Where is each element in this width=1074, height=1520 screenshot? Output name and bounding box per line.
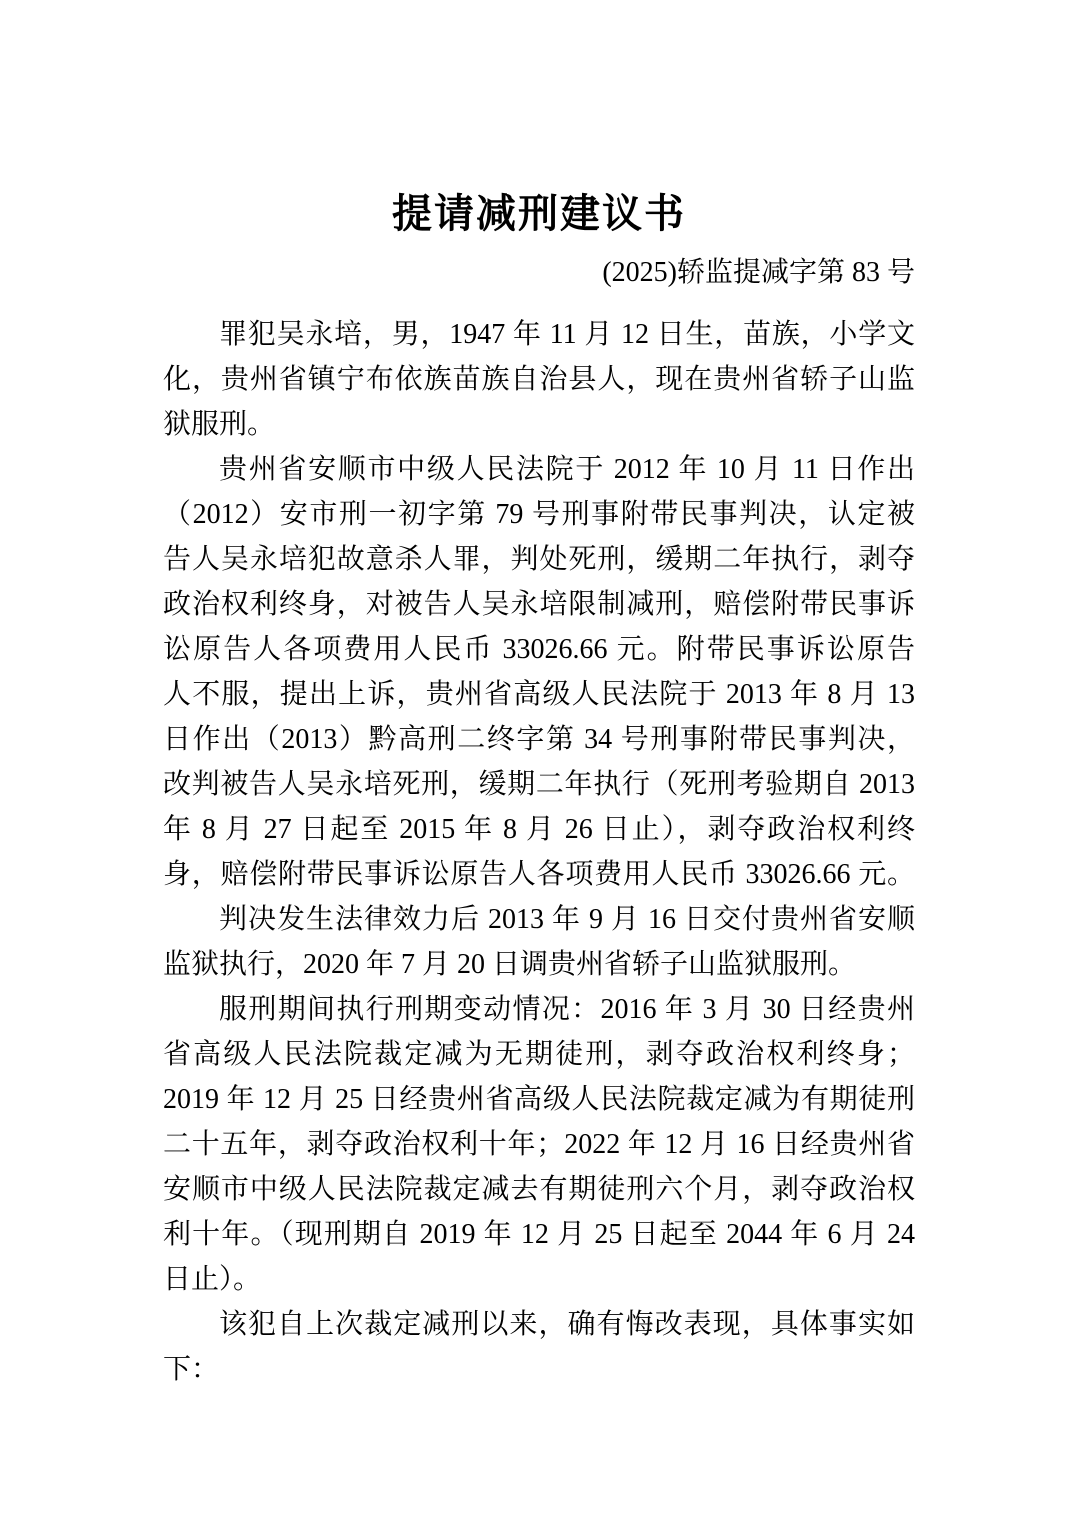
text-line: 罪犯吴永培，男，1947 年 11 月 12 日生，苗族，小学文 <box>219 319 915 350</box>
text-line: 2019 年 12 月 25 日经贵州省高级人民法院裁定减为有期徒刑 <box>163 1084 915 1115</box>
text-line: 身，赔偿附带民事诉讼原告人各项费用人民币 33026.66 元。 <box>163 859 915 890</box>
text-line: （2012）安市刑一初字第 79 号刑事附带民事判决，认定被 <box>163 499 915 530</box>
paragraph <box>163 1302 915 1392</box>
text-line: 省高级人民法院裁定减为无期徒刑，剥夺政治权利终身； <box>163 1039 915 1070</box>
paragraph <box>163 447 915 897</box>
text-line: 日作出（2013）黔高刑二终字第 34 号刑事附带民事判决， <box>163 724 915 755</box>
text-line: 政治权利终身，对被告人吴永培限制减刑，赔偿附带民事诉 <box>163 589 915 620</box>
text-line: 狱服刑。 <box>163 409 276 440</box>
document-body <box>163 312 915 1392</box>
text-line: 人不服，提出上诉，贵州省高级人民法院于 2013 年 8 月 13 <box>163 679 915 710</box>
paragraph <box>163 987 915 1302</box>
text-line: 二十五年，剥夺政治权利十年；2022 年 12 月 16 日经贵州省 <box>163 1129 915 1160</box>
paragraph <box>163 312 915 447</box>
document-title: 提请减刑建议书 <box>392 191 686 236</box>
text-line: 监狱执行，2020 年 7 月 20 日调贵州省轿子山监狱服刑。 <box>163 949 857 980</box>
text-line: 化，贵州省镇宁布依族苗族自治县人，现在贵州省轿子山监 <box>163 364 915 395</box>
text-line: 服刑期间执行刑期变动情况：2016 年 3 月 30 日经贵州 <box>219 994 915 1025</box>
text-line: 利十年。（现刑期自 2019 年 12 月 25 日起至 2044 年 6 月 24 <box>163 1219 915 1250</box>
text-line: 日止）。 <box>163 1264 262 1295</box>
case-number: (2025)轿监提减字第 83 号 <box>602 257 915 288</box>
paragraph <box>163 897 915 987</box>
text-line: 讼原告人各项费用人民币 33026.66 元。附带民事诉讼原告 <box>163 634 915 665</box>
text-line: 判决发生法律效力后 2013 年 9 月 16 日交付贵州省安顺 <box>219 904 915 935</box>
text-line: 下： <box>163 1354 220 1385</box>
text-line: 贵州省安顺市中级人民法院于 2012 年 10 月 11 日作出 <box>219 454 915 485</box>
text-line: 改判被告人吴永培死刑，缓期二年执行（死刑考验期自 2013 <box>163 769 915 800</box>
text-line: 安顺市中级人民法院裁定减去有期徒刑六个月，剥夺政治权 <box>163 1174 915 1205</box>
text-line: 该犯自上次裁定减刑以来，确有悔改表现，具体事实如 <box>219 1309 915 1340</box>
text-line: 年 8 月 27 日起至 2015 年 8 月 26 日止），剥夺政治权利终 <box>163 814 915 845</box>
text-line: 告人吴永培犯故意杀人罪，判处死刑，缓期二年执行，剥夺 <box>163 544 915 575</box>
